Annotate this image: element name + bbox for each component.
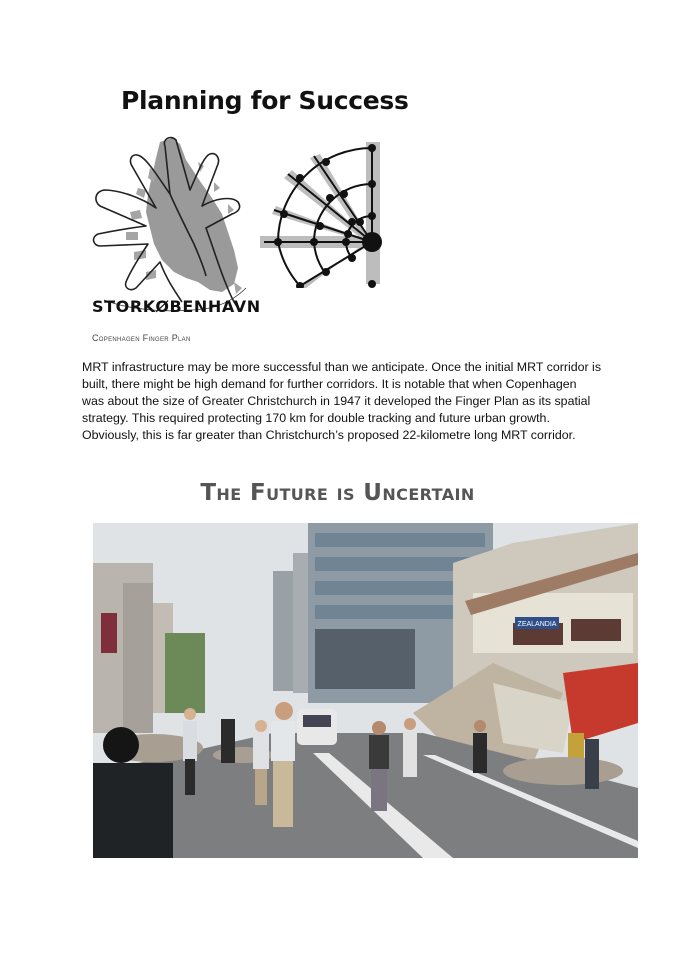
radial-rail-network-diagram [260, 138, 388, 288]
body-paragraph: MRT infrastructure may be more successful than we anticipate. Once the initial MRT corridor is built, there might be high demand for further corridors. It is notable that when Copenhagen was about the size of Greater Christchurch in 1947 it developed the Finger Plan as its spatial strategy. This required protecting 170 km for double tracking and future urban growth. Obviously, this is far greater than Christchurch’s proposed 22-kilometre long MRT corridor. [82, 360, 602, 442]
figure-caption: Copenhagen Finger Plan [92, 333, 191, 343]
sign-text: ZEALANDIA [517, 621, 557, 628]
urban-area-shape [126, 138, 242, 294]
street-sign [515, 617, 559, 629]
earthquake-street-photo [93, 523, 638, 858]
storkobenhavn-map-label: STORKØBENHAVN [92, 297, 261, 316]
section-heading-future: The Future is Uncertain [200, 480, 475, 506]
section-heading-planning: Planning for Success [121, 86, 409, 115]
finger-plan-map-illustration [90, 132, 248, 320]
